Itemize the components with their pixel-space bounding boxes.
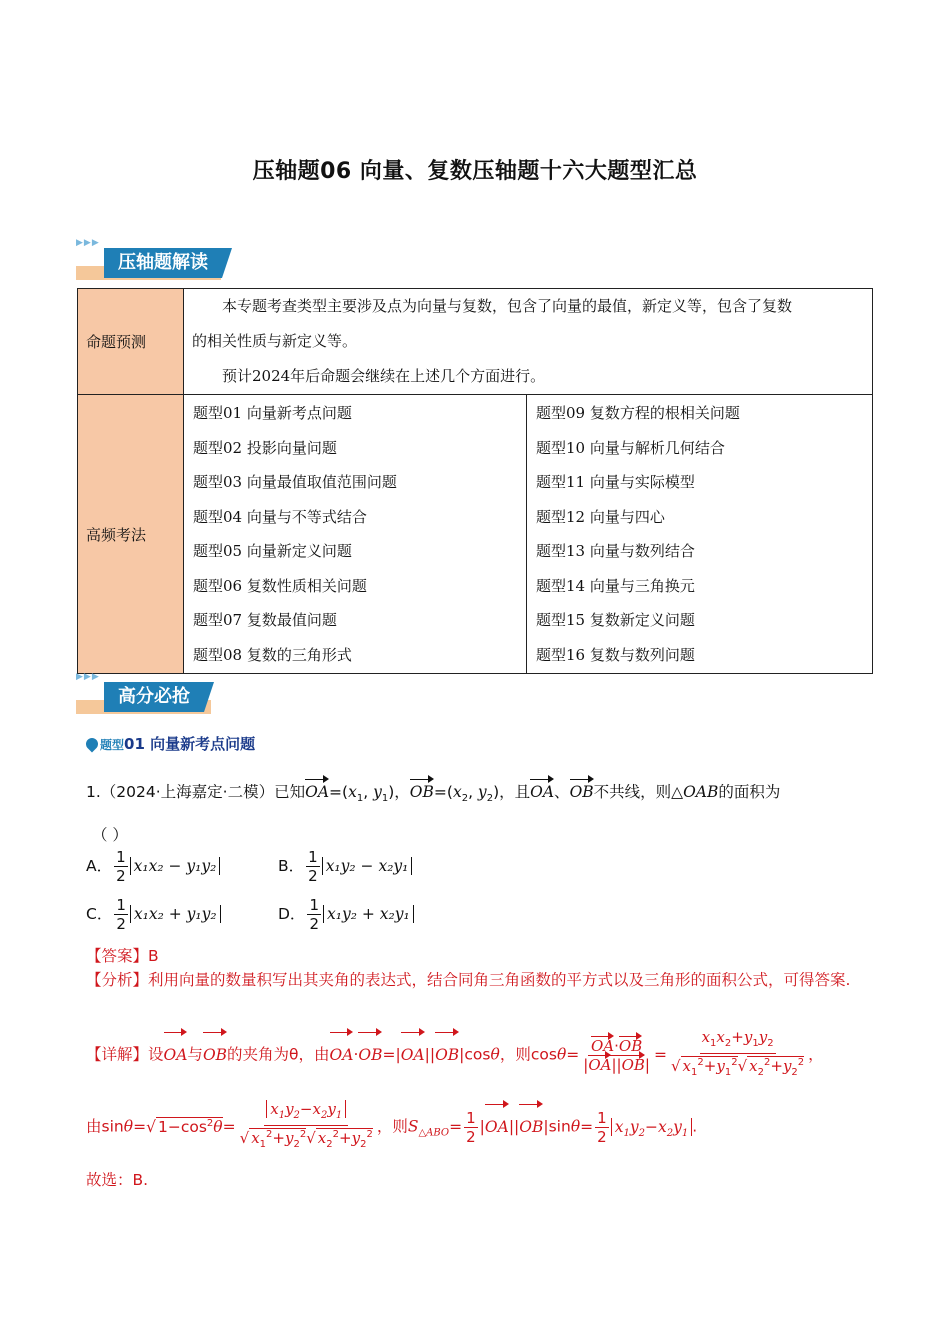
question-1: 1.（2024·上海嘉定·二模）已知$OA=(x_1$, $y_1$)，$OB=(x_2$, $y_2$)，且OA、OB不共线，则△OAB的面积为 （ ） xyxy=(86,780,876,847)
banner-label: 压轴题解读 xyxy=(104,248,222,278)
list-item: 题型08 复数的三角形式 xyxy=(193,645,352,664)
list-item: 题型11 向量与实际模型 xyxy=(536,473,695,491)
banner-must-score xyxy=(76,672,216,714)
list-item: 题型14 向量与三角换元 xyxy=(536,576,695,595)
option-b: B． $\frac{1}{2}$ x₁y₂ − x₂y₁ xyxy=(278,848,412,885)
list-item: 题型07 复数最值问题 xyxy=(193,611,337,629)
detail-line-1: 【详解】设OA与OB的夹角为θ，由OA·OB=|OA||OB|cosθ，则cosθ= $\frac{OA\cdot OB}{|OA||OB|}$ = $x_1x_2+y_1y_2$ √ $x_1^2+y_1^2√$ $x_2^2+y_2^2$ ， xyxy=(86,1028,876,1082)
banner-label: 高分必抢 xyxy=(104,682,204,712)
list-item: 题型05 向量新定义问题 xyxy=(193,542,352,560)
section-heading: 题型01 向量新考点问题 xyxy=(86,733,255,754)
list-item: 题型06 复数性质相关问题 xyxy=(193,576,367,595)
list-item: 题型03 向量最值取值范围问题 xyxy=(193,473,397,491)
final-choice: 故选：B. xyxy=(86,1171,149,1189)
list-item: 题型09 复数方程的根相关问题 xyxy=(536,404,740,422)
arrow-decor-icon: ▶▶▶ xyxy=(76,672,100,682)
option-c: C． $\frac{1}{2}$ x₁x₂ + y₁y₂ xyxy=(86,896,221,933)
option-a: A． $\frac{1}{2}$ x₁x₂ − y₁y₂ xyxy=(86,848,220,885)
types-left xyxy=(184,395,527,674)
option-d: D． $\frac{1}{2}$ x₁y₂ + x₂y₁ xyxy=(278,896,414,933)
answer-blank: （ ） xyxy=(92,826,128,845)
frequent-label: 高频考法 xyxy=(78,395,184,674)
list-item: 题型02 投影向量问题 xyxy=(193,438,337,457)
analysis-text: 【分析】利用向量的数量积写出其夹角的表达式，结合同角三角函数的平方式以及三角形的面积公式，可得答案. xyxy=(86,971,851,989)
list-item: 题型16 复数与数列问题 xyxy=(536,645,695,664)
arrow-decor-icon: ▶▶▶ xyxy=(76,238,100,248)
answer-label: 【答案】B xyxy=(86,947,159,965)
list-item: 题型04 向量与不等式结合 xyxy=(193,507,367,526)
banner-interpretation xyxy=(76,238,228,280)
page-title: 压轴题06 向量、复数压轴题十六大题型汇总 xyxy=(252,159,698,184)
info-table xyxy=(77,288,873,674)
prediction-label: 命题预测 xyxy=(78,289,184,395)
list-item: 题型01 向量新考点问题 xyxy=(193,404,352,422)
prediction-text: 本专题考查类型主要涉及点为向量与复数，包含了向量的最值，新定义等，包含了复数 的相关性质与新定义等。 预计2024年后命题会继续在上述几个方面进行。 xyxy=(184,289,873,395)
list-item: 题型15 复数新定义问题 xyxy=(536,611,695,629)
list-item: 题型12 向量与四心 xyxy=(536,507,665,526)
detail-line-2: 由sinθ=√ $1-\cos^2\theta=$ $x_1y_2-x_2y_1$ √ $x_1^2+y_2^2√$ $x_2^2+y_2^2$ ，则$S_{\triangle ABO}=$ $\frac{1}{2}$ |OA||OB|sinθ= $\frac{1}{2}$ $x_1y_2-x_2y_1$ . xyxy=(86,1100,876,1156)
types-right xyxy=(527,395,873,674)
list-item: 题型10 向量与解析几何结合 xyxy=(536,438,725,457)
location-pin-icon xyxy=(84,736,101,753)
list-item: 题型13 向量与数列结合 xyxy=(536,542,695,560)
